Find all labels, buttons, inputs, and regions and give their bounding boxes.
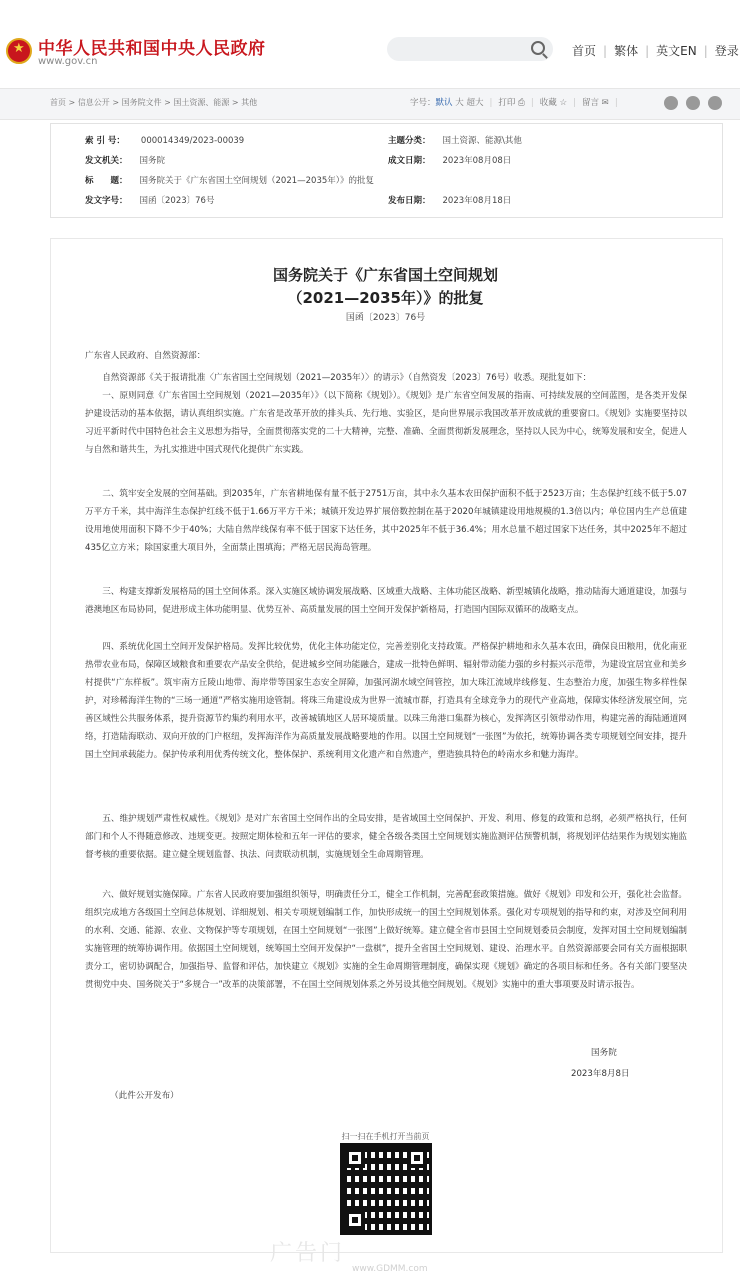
paragraph-5: 五、维护规划严肃性权威性。《规划》是对广东省国土空间作出的全局安排，是省域国土空间保护、开发、利用、修复的政策和总纲，必须严格执行，任何部门和个人不得随意修改、违规变更。按照定期体检和五年一评估的要求，健全各级各类国土空间规划实施监测评估预警机制，将规划评估结果作为规划实施监督考核的重要依据。建立健全规划监督、执法、问责联动机制，实施规划全生命周期管理。 [85,814,687,860]
site-name[interactable]: 中华人民共和国中央人民政府 [38,39,266,59]
paragraph-6: 六、做好规划实施保障。广东省人民政府要加强组织领导，明确责任分工，健全工作机制，完善配套政策措施。做好《规划》印发和公开，强化社会监督。组织完成地方各级国土空间总体规划、详细规划、相关专项规划编制工作，加快形成统一的国土空间规划体系。强化对专项规划的指导和约束，对涉及空间利用的水利、交通、能源、农业、文物保护等专项规划，在国土空间规划“一张图”上做好统筹。建立健全省市县国土空间规划委员会制度，发挥对国土空间规划编制实施管理的统筹协调作用。依据国土空间规划，统筹国土空间开发保护“一盘棋”，提升全省国土空间规划、建设、治理水平。自然资源部要会同有关方面根据职责分工，密切协调配合，加强指导、监督和评估，加快建立《规划》实施的全生命周期管理制度，确保实现《规划》确定的各项目标和任务。各有关部门要坚决贯彻党中央、国务院关于“多规合一”改革的决策部署，不在国土空间规划体系之外另设其他空间规划。《规划》实施中的重大事项要及时请示报告。 [85,890,687,990]
qr-finder-top-right [407,1148,427,1168]
site-header [0,0,740,84]
nav-login-link[interactable]: 登录 [714,44,739,58]
qr-finder-bottom-left [345,1210,365,1230]
watermark-logo: 广告门 [270,1241,346,1266]
qr-finder-top-left [345,1148,365,1168]
weibo-share-icon[interactable] [664,96,678,110]
font-xlarge-button[interactable]: 超大 [466,98,484,108]
nav-english-link[interactable]: 英文EN [656,44,697,58]
paragraph-3: 三、构建支撑新发展格局的国土空间体系。深入实施区域协调发展战略、区域重大战略、主体功能区战略、新型城镇化战略，推动陆海大通道建设，加强与港澳地区布局协同，促进形成主体功能明显、优势互补、高质量发展的国土空间开发保护新格局，打造国内国际双循环的战略支点。 [85,587,687,615]
search-icon[interactable] [531,41,545,55]
paragraph-4: 四、系统优化国土空间开发保护格局。发挥比较优势，优化主体功能定位，完善差别化支持政策。严格保护耕地和永久基本农田，确保良田粮用，优化南亚热带农业布局，保障区域粮食和重要农产品安全供给，促进城乡空间功能融合，建成一批特色鲜明、辐射带动能力强的乡村振兴示范带，为建设宜居宜业和美乡村提供“广东样板”。筑牢南方丘陵山地带、海岸带等国家生态安全屏障，加强河湖水域空间管控，加大珠江流域岸线修复、生态整治力度，加强生物多样性保护，对珍稀海洋生物的“三场一通道”严格实施用途管制。将珠三角建设成为世界一流城市群，打造具有全球竞争力的现代产业高地，保障实体经济发展空间，完善区域性公共服务体系，提升资源节约集约利用水平，改善城镇地区人居环境质量。以珠三角港口集群为核心，发挥湾区引领带动作用，构建完善的海陆通道网络，打造陆海联动、双向开放的门户枢纽，发挥海洋作为高质量发展战略要地的作用。以国土空间规划“一张图”为依托，统筹协调各类专项规划空间安排，提升国土空间承载能力。保护传承利用优秀传统文化，整体保护、系统利用文化遗产和自然遗产，塑造独具特色的岭南水乡和魅力海岸。 [85,642,687,760]
print-button[interactable]: 打印 [498,98,516,108]
qr-caption: 扫一扫在手机打开当前页 [341,1132,430,1141]
watermark-url: www.GDMM.com [352,1264,428,1274]
site-url: www.gov.cn [38,56,98,67]
nav-home-link[interactable]: 首页 [572,44,597,58]
doc-number: 国函〔2023〕76号 [345,313,426,323]
doc-signature: 国务院 [591,1048,617,1058]
paragraph-1: 一、原则同意《广东省国土空间规划（2021—2035年）》（以下简称《规划》）。《规划》是广东省空间发展的指南、可持续发展的空间蓝图，是各类开发保护建设活动的基本依据，请认真组织实施。广东省是改革开放的排头兵、先行地、实验区，是向世界展示我国改革开放成就的重要窗口。《规划》实施要坚持以习近平新时代中国特色社会主义思想为指导，全面贯彻落实党的二十大精神，完整、准确、全面贯彻新发展理念，坚持以人民为中心，统筹发展和安全，促进人与自然和谐共生，为扎实推进中国式现代化提供广东实践。 [85,391,687,455]
paragraph-2: 二、筑牢安全发展的空间基础。到2035年，广东省耕地保有量不低于2751万亩，其中永久基本农田保护面积不低于2523万亩；生态保护红线不低于5.07万平方千米，其中海洋生态保护红线不低于1.66万平方千米；城镇开发边界扩展倍数控制在基于2020年城镇建设用地规模的1.3倍以内；单位国内生产总值建设用地使用面积下降不少于40%；大陆自然岸线保有率不低于国家下达任务，其中2025年不低于36.4%；用水总量不超过国家下达任务，其中2025年不超过435亿立方米；除国家重大项目外，全面禁止围填海；严格无居民海岛管理。 [85,489,687,553]
date-row: 成文日期： 2023年08月08日 [388,156,512,166]
national-emblem-icon[interactable] [6,38,32,64]
index-row: 索 引 号： 000014349/2023-00039 [85,136,245,146]
issuer-row: 发文机关： 国务院 [85,156,166,166]
comment-button[interactable]: 留言 [581,98,599,108]
docno-row: 发文字号： 国函〔2023〕76号 [85,196,215,206]
page-tools: 字号：默认 大 超大 | 打印 ⎙ | 收藏 ☆ | 留言 ✉ | [410,98,618,108]
search-input[interactable] [387,37,553,61]
paragraph-intro: 自然资源部《关于报请批准〈广东省国土空间规划（2021—2035年）〉的请示》（自然资发〔2023〕76号）收悉。现批复如下： [102,373,592,383]
favorite-button[interactable]: 收藏 [539,98,557,108]
top-nav: 首页 | 繁体 | 英文EN | 登录 [572,44,739,58]
doc-publish-note: （此件公开发布） [110,1091,179,1101]
font-large-button[interactable]: 大 [455,98,464,108]
doc-addressee: 广东省人民政府、自然资源部： [85,351,206,361]
wechat-share-icon[interactable] [686,96,700,110]
font-size-label: 字号： [410,98,436,108]
doc-title-line2: （2021—2035年）》的批复 [287,289,484,307]
breadcrumb[interactable]: 首页 > 信息公开 > 国务院文件 > 国土资源、能源 > 其他 [50,98,258,107]
category-row: 主题分类： 国土资源、能源\其他 [388,136,522,146]
more-share-icon[interactable] [708,96,722,110]
title-row: 标 题： 国务院关于《广东省国土空间规划（2021—2035年）》的批复 [85,176,375,186]
pubdate-row: 发布日期： 2023年08月18日 [388,196,512,206]
doc-sign-date: 2023年8月8日 [571,1069,630,1079]
nav-traditional-link[interactable]: 繁体 [614,44,639,58]
qr-code [340,1143,432,1235]
font-default-button[interactable]: 默认 [435,98,453,108]
doc-title-line1: 国务院关于《广东省国土空间规划 [272,266,498,284]
